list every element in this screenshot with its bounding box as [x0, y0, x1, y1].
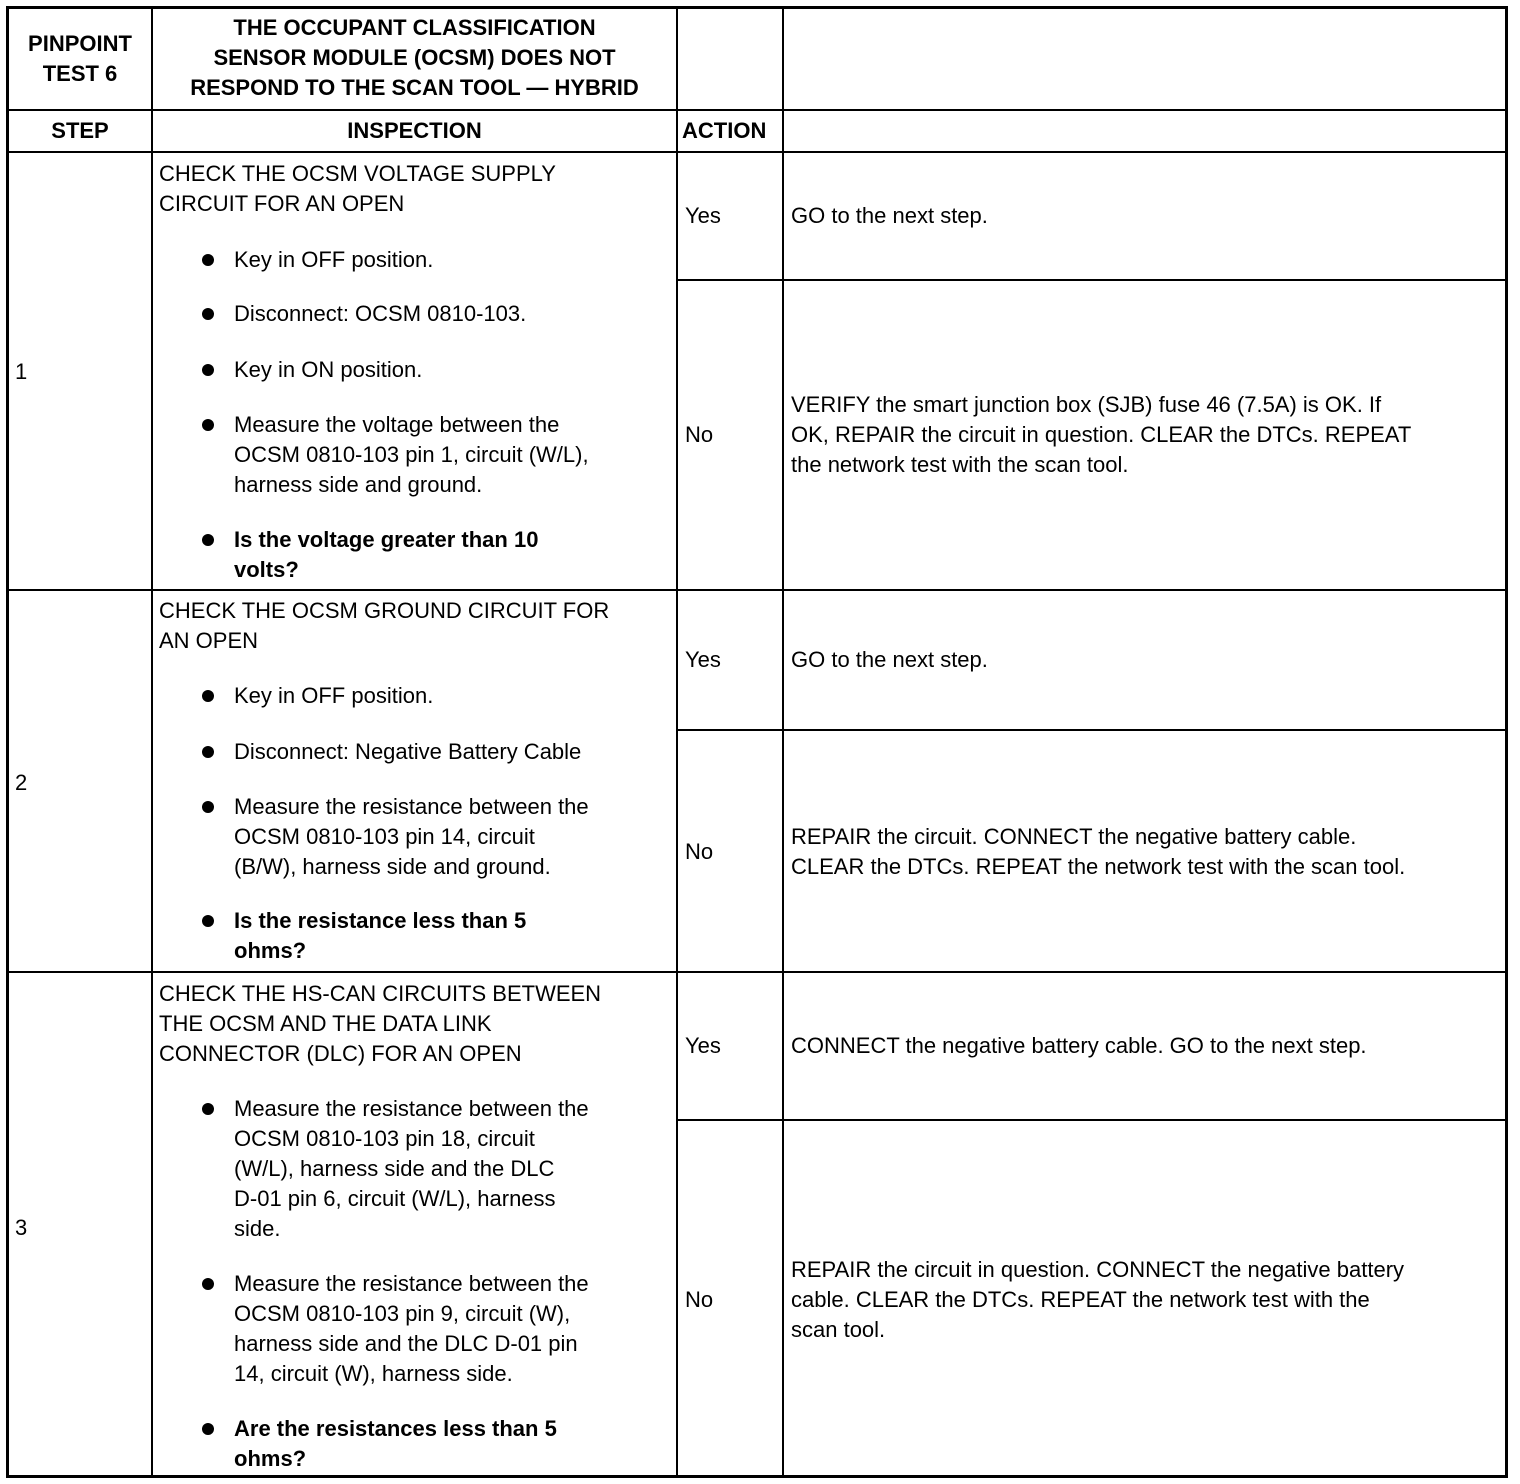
col-divider-inspection	[676, 9, 678, 1475]
test-title-line3: RESPOND TO THE SCAN TOOL — HYBRID	[190, 75, 639, 100]
row-divider-step3-yes	[676, 1119, 1505, 1121]
step-number: 1	[15, 359, 28, 384]
bullet-icon	[202, 915, 214, 927]
action-yes-label: Yes	[685, 647, 721, 672]
step-title: CHECK THE OCSM VOLTAGE SUPPLY CIRCUIT FOR AN OPEN	[159, 161, 556, 216]
column-header-action: ACTION	[682, 118, 767, 143]
column-header-step: STEP	[51, 118, 109, 143]
row-divider-header	[9, 109, 1505, 111]
row-divider-step2	[9, 971, 1505, 973]
step-title: CHECK THE OCSM GROUND CIRCUIT FOR AN OPEN	[159, 598, 610, 653]
bullet-icon	[202, 746, 214, 758]
pinpoint-test-table	[6, 6, 1508, 1478]
col-divider-action	[782, 9, 784, 1475]
step-bullet: Measure the voltage between the OCSM 0810-103 pin 1, circuit (W/L), harness side and ground.	[234, 412, 589, 497]
action-no-result: REPAIR the circuit. CONNECT the negative battery cable. CLEAR the DTCs. REPEAT the network test with the scan tool.	[791, 824, 1406, 879]
bullet-icon	[202, 419, 214, 431]
row-divider-step1	[9, 589, 1505, 591]
col-divider-step	[151, 9, 153, 1475]
test-title-line2: SENSOR MODULE (OCSM) DOES NOT	[213, 45, 616, 70]
step-bullet: Measure the resistance between the OCSM 0810-103 pin 9, circuit (W), harness side and the DLC D-01 pin 14, circuit (W), harness side.	[234, 1271, 589, 1386]
step-title: CHECK THE HS-CAN CIRCUITS BETWEEN THE OCSM AND THE DATA LINK CONNECTOR (DLC) FOR AN OPEN	[159, 981, 602, 1066]
action-yes-label: Yes	[685, 203, 721, 228]
bullet-icon	[202, 364, 214, 376]
step-question: Is the voltage greater than 10 volts?	[234, 527, 539, 582]
step-bullet: Key in ON position.	[234, 357, 423, 382]
action-no-result: VERIFY the smart junction box (SJB) fuse 46 (7.5A) is OK. If OK, REPAIR the circuit in question. CLEAR the DTCs. REPEAT the network test with the scan tool.	[791, 392, 1412, 477]
pinpoint-label	[9, 29, 151, 89]
bullet-icon	[202, 1278, 214, 1290]
bullet-icon	[202, 690, 214, 702]
test-title-line1: THE OCCUPANT CLASSIFICATION	[233, 15, 596, 40]
step-question: Are the resistances less than 5 ohms?	[234, 1416, 557, 1471]
action-yes-result: CONNECT the negative battery cable. GO to the next step.	[791, 1033, 1367, 1058]
step-bullet: Disconnect: Negative Battery Cable	[234, 739, 582, 764]
bullet-icon	[202, 254, 214, 266]
row-divider-step1-yes	[676, 279, 1505, 281]
row-divider-step2-yes	[676, 729, 1505, 731]
step-question: Is the resistance less than 5 ohms?	[234, 908, 527, 963]
action-no-result: REPAIR the circuit in question. CONNECT the negative battery cable. CLEAR the DTCs. REPEAT the network test with the scan tool.	[791, 1257, 1405, 1342]
pinpoint-line2: TEST 6	[42, 61, 118, 86]
bullet-icon	[202, 534, 214, 546]
step-number: 3	[15, 1215, 28, 1240]
action-yes-result: GO to the next step.	[791, 647, 988, 672]
row-divider-columns	[9, 151, 1505, 153]
step-bullet: Disconnect: OCSM 0810-103.	[234, 301, 527, 326]
bullet-icon	[202, 801, 214, 813]
pinpoint-line1: PINPOINT	[28, 31, 132, 56]
action-yes-result: GO to the next step.	[791, 203, 988, 228]
step-number: 2	[15, 770, 28, 795]
step-bullet: Measure the resistance between the OCSM 0810-103 pin 14, circuit (B/W), harness side and ground.	[234, 794, 589, 879]
column-header-inspection: INSPECTION	[347, 118, 482, 143]
bullet-icon	[202, 1423, 214, 1435]
step-bullet: Measure the resistance between the OCSM 0810-103 pin 18, circuit (W/L), harness side and the DLC D-01 pin 6, circuit (W/L), harness side.	[234, 1096, 589, 1241]
test-title	[153, 13, 676, 103]
bullet-icon	[202, 308, 214, 320]
action-no-label: No	[685, 839, 714, 864]
bullet-icon	[202, 1103, 214, 1115]
step-bullet: Key in OFF position.	[234, 247, 434, 272]
action-no-label: No	[685, 1287, 714, 1312]
action-no-label: No	[685, 422, 714, 447]
action-yes-label: Yes	[685, 1033, 721, 1058]
step-bullet: Key in OFF position.	[234, 683, 434, 708]
